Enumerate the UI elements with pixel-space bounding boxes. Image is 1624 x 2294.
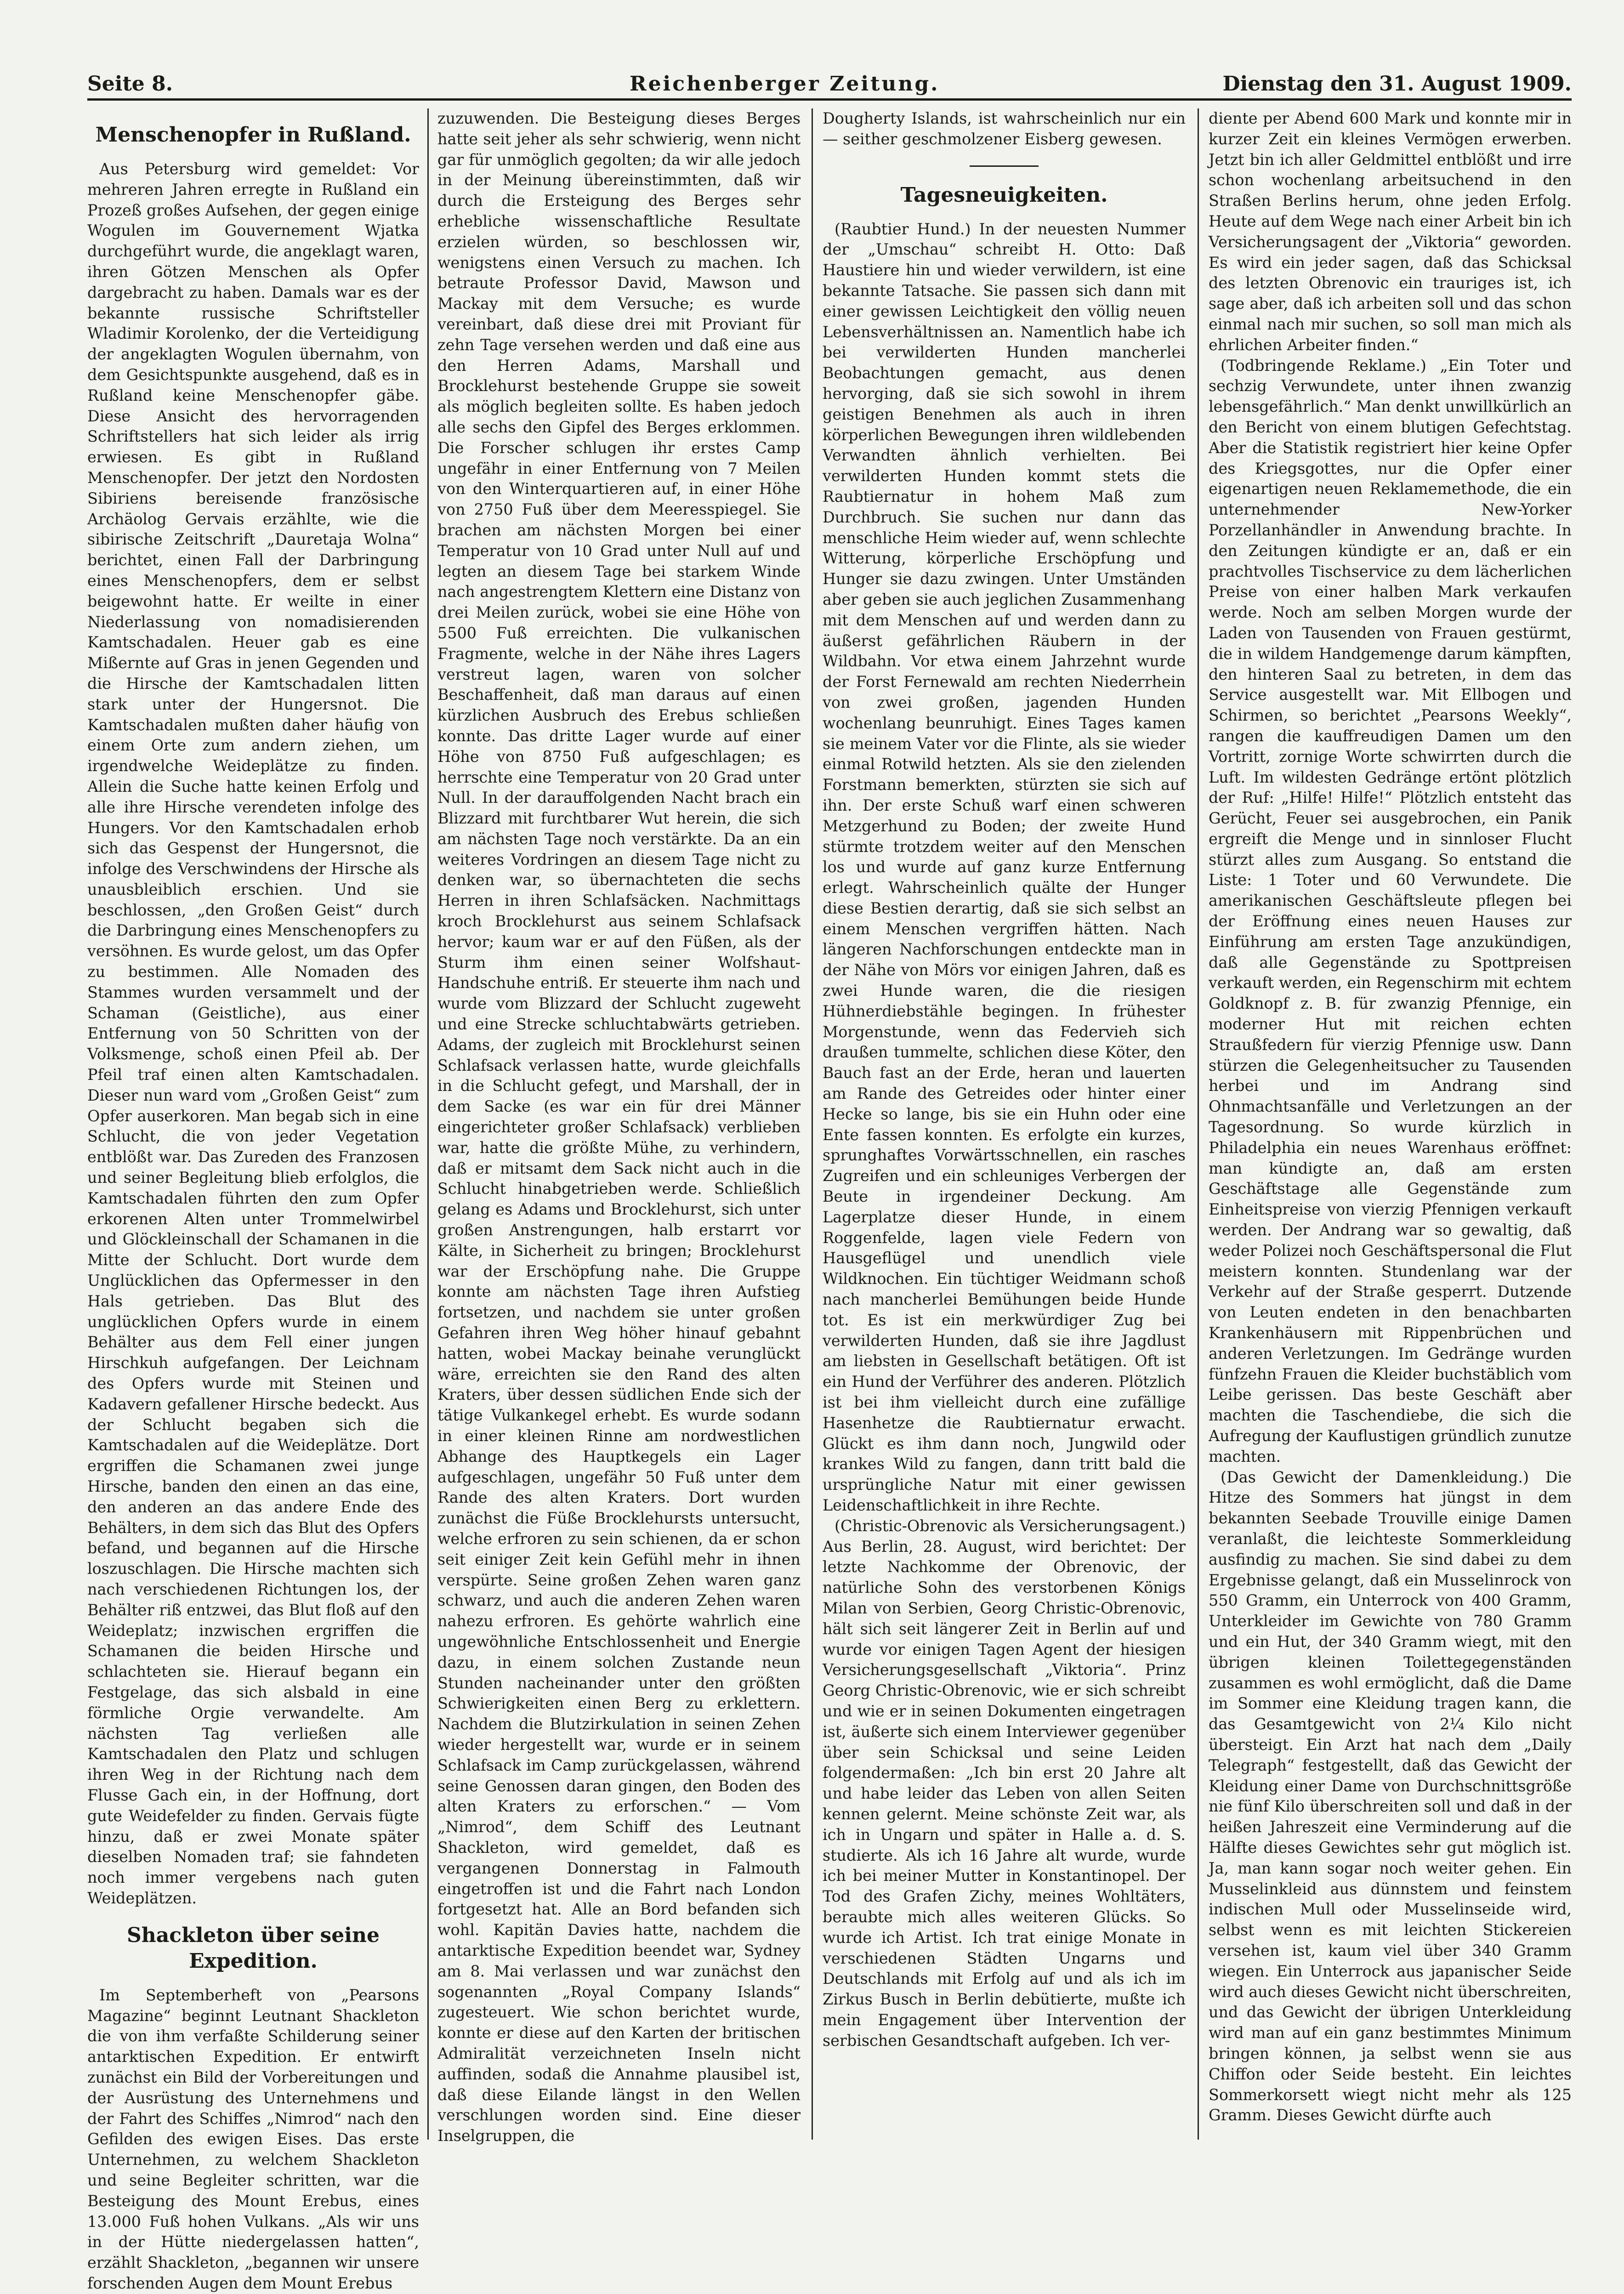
section-separator <box>970 165 1039 167</box>
article-headline: Shackleton über seine Expedition. <box>127 1923 380 1973</box>
article-paragraph: (Todbringende Reklame.) „Ein Toter und sechzig Verwundete, unter ihnen zwanzig lebensgefährlich.“ Man denkt unwillkürlich an den Bericht von einem blutigen Gefechtstag. Aber die Statistik registriert hier keine Opfer des Kriegsgottes, nur die Opfer einer eigenartigen neuen Reklamemethode, die ein unternehmender New-Yorker Porzellanhändler in Anwendung brachte. In den Zeitungen kündigte er an, daß er ein prachtvolles Tischservice zu dem lächerlichen Preise von einer halben Mark verkaufen werde. Noch am selben Morgen wurde der Laden von Tausenden von Frauen gestürmt, die in wildem Handgemenge darum kämpften, den hinteren Saal zu betreten, in dem das Service ausgestellt war. Mit Ellbogen und Schirmen, so berichtet „Pearsons Weekly“, rangen die kauffreudigen Damen um den Vortritt, zornige Worte schwirrten durch die Luft. Im wildesten Gedränge ertönt plötzlich der Ruf: „Hilfe! Hilfe!“ Plötzlich entsteht das Gerücht, Feuer sei ausgebrochen, ein Panik ergreift die Menge und in sinnloser Flucht stürzt alles zum Ausgang. So entstand die Liste: 1 Toter und 60 Verwundete. Die amerikanischen Geschäftsleute pflegen bei der Eröffnung eines neuen Hauses zur Einführung am ersten Tage anzukündigen, daß alle Gegenstände zu Spottpreisen verkauft werden, ein Regenschirm mit echtem Goldknopf z. B. für zwanzig Pfennige, ein moderner Hut mit reichen echten Straußfedern für vierzig Pfennige usw. Dann stürzen die Gelegenheitsucher zu Tausenden herbei und im Andrang sind Ohnmachtsanfälle und Verletzungen an der Tagesordnung. So wurde kürzlich in Philadelphia ein neues Warenhaus eröffnet: man kündigte an, daß am ersten Geschäftstage alle Gegenstände zum Einheitspreise von vierzig Pfennigen verkauft werden. Der Andrang war so gewaltig, daß weder Polizei noch Geschäftspersonal die Flut meistern konnten. Stundenlang war der Verkehr auf der Straße gesperrt. Dutzende von Leuten endeten in den benachbarten Krankenhäusern mit Rippenbrüchen und anderen Verletzungen. Im Gedränge wurden fünfzehn Frauen die Kleider buchstäblich vom Leibe gerissen. Das beste Geschäft aber machten die Taschendiebe, die sich die Aufregung der Kauflustigen gründlich zunutze machten. <box>1209 356 1572 1465</box>
article-paragraph: Dougherty Islands, ist wahrscheinlich nur ein — seither geschmolzener Eisberg gewesen. <box>823 109 1186 148</box>
column-2 <box>437 108 801 2145</box>
article-paragraph: Aus Petersburg wird gemeldet: Vor mehreren Jahren erregte in Rußland ein Prozeß großes Aufsehen, der gegen einige Wogulen im Gouvernement Wjatka durchgeführt wurde, die angeklagt waren, ihren Götzen Menschen als Opfer dargebracht zu haben. Damals war es der bekannte russische Schriftsteller Wladimir Korolenko, der die Verteidigung der angeklagten Wogulen übernahm, von dem Gesichtspunkte ausgehend, daß es in Rußland keine Menschenopfer gäbe. Diese Ansicht des hervorragenden Schriftstellers hat sich leider als irrig erwiesen. Es gibt in Rußland Menschenopfer. Der jetzt den Nordosten Sibiriens bereisende französische Archäolog Gervais erzählte, wie die sibirische Zeitschrift „Dauretaja Wolna“ berichtet, einen Fall der Darbringung eines Menschenopfers, dem er selbst beigewohnt hatte. Er weilte in einer Niederlassung von nomadisierenden Kamtschadalen. Heuer gab es eine Mißernte auf Gras in jenen Gegenden und die Hirsche der Kamtschadalen litten stark unter der Hungersnot. Die Kamtschadalen mußten daher häufig von einem Orte zum andern ziehen, um irgendwelche Weideplätze zu finden. Allein die Suche hatte keinen Erfolg und alle ihre Hirsche verendeten infolge des Hungers. Vor den Kamtschadalen erhob sich das Gespenst der Hungersnot, die infolge des Verschwindens der Hirsche als unausbleiblich erschien. Und sie beschlossen, „den Großen Geist“ durch die Darbringung eines Menschenopfers zu versöhnen. Es wurde gelost, um das Opfer zu bestimmen. Alle Nomaden des Stammes wurden versammelt und der Schaman (Geistliche), aus einer Entfernung von 50 Schritten von der Volksmenge, schoß einen Pfeil ab. Der Pfeil traf einen alten Kamtschadalen. Dieser nun ward vom „Großen Geist“ zum Opfer auserkoren. Man begab sich in eine Schlucht, die von jeder Vegetation entblößt war. Das Zureden des Franzosen und seiner Begleitung blieb erfolglos, die Kamtschadalen führten den zum Opfer erkorenen Alten unter Trommelwirbel und Glöckleinschall der Schamanen in die Mitte der Schlucht. Dort wurde dem Unglücklichen das Opfermesser in den Hals getrieben. Das Blut des unglücklichen Opfers wurde in einem Behälter aus dem Fell einer jungen Hirschkuh aufgefangen. Der Leichnam des Opfers wurde mit Steinen und Kadavern gefallener Hirsche bedeckt. Aus der Schlucht begaben sich die Kamtschadalen auf die Weideplätze. Dort ergriffen die Schamanen zwei junge Hirsche, banden den einen an das eine, den anderen an das andere Ende des Behälters, in dem sich das Blut des Opfers befand, und begannen auf die Hirsche loszuschlagen. Die Hirsche machten sich nach verschiedenen Richtungen los, der Behälter riß entzwei, das Blut floß auf den Weideplatz; inzwischen ergriffen die Schamanen die beiden Hirsche und schlachteten sie. Hierauf begann ein Festgelage, das sich alsbald in eine förmliche Orgie verwandelte. Am nächsten Tag verließen alle Kamtschadalen den Platz und schlugen ihren Weg in der Richtung nach dem Flusse Gach ein, in der Hoffnung, dort gute Weidefelder zu finden. Gervais fügte hinzu, daß er zwei Monate später dieselben Nomaden traf; sie fahndeten noch immer vergebens nach guten Weideplätzen. <box>87 160 419 1907</box>
column-divider <box>1198 108 1199 2140</box>
article-paragraph: Im Septemberheft von „Pearsons Magazine“ beginnt Leutnant Shackleton die von ihm verfaßte Schilderung seiner antarktischen Expedition. Er entwirft zunächst ein Bild der Vorbereitungen und der Ausrüstung des Unternehmens und der Fahrt des Schiffes „Nimrod“ nach den Gefilden des ewigen Eises. Das erste Unternehmen, zu welchem Shackleton und seine Begleiter schritten, war die Besteigung des Mount Erebus, eines 13.000 Fuß hohen Vulkans. „Als wir uns in der Hütte niedergelassen hatten“, erzählt Shackleton, „begannen wir unsere forschenden Augen dem Mount Erebus <box>87 1986 419 2292</box>
article-paragraph: diente per Abend 600 Mark und konnte mir in kurzer Zeit ein kleines Vermögen erwerben. Jetzt bin ich aller Geldmittel entblößt und irre schon wochenlang arbeitsuchend in den Straßen Berlins herum, ohne jeden Erfolg. Heute auf dem Wege nach einer Arbeit bin ich Versicherungsagent der „Viktoria“ geworden. Es wird ein jeder sagen, daß das Schicksal des letzten Obrenovic ein trauriges ist, ich sage aber, daß ich arbeiten soll und das schon einmal nach mir suchen, so soll man mich als ehrlichen Arbeiter finden.“ <box>1209 109 1572 354</box>
column-4 <box>1209 108 1572 2140</box>
page-header <box>87 69 1572 101</box>
article-paragraph: (Christic-Obrenovic als Versicherungsagent.) Aus Berlin, 28. August, wird berichtet: Der letzte Nachkomme der Obrenovic, der natürliche Sohn des verstorbenen Königs Milan von Serbien, Georg Christic-Obrenovic, hält sich seit längerer Zeit in Berlin auf und wurde vor einigen Tagen Agent der hiesigen Versicherungsgesellschaft „Viktoria“. Prinz Georg Christic-Obrenovic, wie er sich schreibt und wie er in seinen Dokumenten eingetragen ist, äußerte sich einem Interviewer gegenüber über sein Schicksal und seine Leiden folgendermaßen: „Ich bin erst 20 Jahre alt und habe leider das Leben von allen Seiten kennen gelernt. Meine schönste Zeit war, als ich in Ungarn und später in Halle a. d. S. studierte. Als ich 16 Jahre alt wurde, wurde ich bei meiner Mutter in Konstantinopel. Der Tod des Grafen Zichy, meines Wohltäters, beraubte mich alles weiteren Glücks. So wurde ich Artist. Ich trat einige Monate in verschiedenen Städten Ungarns und Deutschlands mit Erfolg auf und als ich im Zirkus Busch in Berlin debütierte, mußte ich mein Engagement über Intervention der serbischen Gesandtschaft aufgeben. Ich ver- <box>823 1516 1186 2050</box>
issue-date: Dienstag den 31. August 1909. <box>1222 72 1572 96</box>
newspaper-title: Reichenberger Zeitung. <box>630 72 940 96</box>
article-paragraph: (Das Gewicht der Damenkleidung.) Die Hitze des Sommers hat jüngst in dem bekannten Seebade Trouville einige Damen veranlaßt, die leichteste Sommerkleidung ausfindig zu machen. Sie sind dabei zu dem Ergebnisse gelangt, daß ein Musselinrock von 550 Gramm, ein Unterrock von 400 Gramm, Unterkleider im Gewichte von 780 Gramm und ein Hut, der 340 Gramm wiegt, mit den übrigen kleinen Toilettegegenständen zusammen es wohl ermöglicht, daß die Dame im Sommer eine Kleidung tragen kann, die das Gesamtgewicht von 2¼ Kilo nicht übersteigt. Ein Arzt hat nach dem „Daily Telegraph“ festgestellt, daß das Gewicht der Kleidung einer Dame von Durchschnittsgröße nie fünf Kilo überschreiten soll und daß in der heißen Jahreszeit eine Verminderung auf die Hälfte dieses Gewichtes sehr gut möglich ist. Ja, man kann sogar noch weiter gehen. Ein Musselinkleid aus dünnstem und feinstem indischen Mull oder Musselinseide wird, selbst wenn es mit leichten Stickereien versehen ist, kaum viel über 340 Gramm wiegen. Ein Unterrock aus japanischer Seide wird auch dieses Gewicht nicht überschreiten, und das Gewicht der übrigen Unterkleidung wird man auf ein ganz bestimmtes Minimum bringen können, ja selbst wenn sie aus Chiffon oder Seide besteht. Ein leichtes Sommerkorsett wiegt nicht mehr als 125 Gramm. Dieses Gewicht dürfte auch <box>1209 1468 1572 2124</box>
article-headline: Tagesneuigkeiten. <box>900 183 1108 207</box>
article-paragraph: (Raubtier Hund.) In der neuesten Nummer der „Umschau“ schreibt H. Otto: Daß Haustiere hin und wieder verwildern, ist eine bekannte Tatsache. Sie passen sich dann mit einer gewissen Leichtigkeit den völlig neuen Lebensverhältnissen an. Namentlich habe ich bei verwilderten Hunden mancherlei Beobachtungen gemacht, aus denen hervorging, daß sie sich sowohl in ihrem geistigen Benehmen als auch in ihren körperlichen Bewegungen ihren wildlebenden Verwandten ähnlich verhielten. Bei verwilderten Hunden kommt stets die Raubtiernatur in hohem Maß zum Durchbruch. Sie suchen nur dann das menschliche Heim wieder auf, wenn schlechte Witterung, körperliche Erschöpfung und Hunger sie dazu zwingen. Unter Umständen aber geben sie auch jeglichen Zusammenhang mit dem Menschen auf und werden dann zu äußerst gefährlichen Räubern in der Wildbahn. Vor etwa einem Jahrzehnt wurde der Forst Fernewald am rechten Niederrhein von zwei großen, jagenden Hunden wochenlang beunruhigt. Eines Tages kamen sie meinem Vater vor die Flinte, als sie wieder einmal Rotwild hetzten. Als sie den zielenden Forstmann bemerkten, stürzten sie sich auf ihn. Der erste Schuß warf einen schweren Metzgerhund zu Boden; der zweite Hund stürmte trotzdem weiter auf den Menschen los und wurde auf ganz kurze Entfernung erlegt. Wahrscheinlich quälte der Hunger diese Bestien derartig, daß sie sich selbst an einem Menschen vergriffen hätten. Nach längeren Nachforschungen entdeckte man in der Nähe von Mörs vor einigen Jahren, daß es zwei Hunde waren, die die riesigen Hühnerdiebstähle begingen. In frühester Morgenstunde, wenn das Federvieh sich draußen tummelte, schlichen diese Köter, den Bauch fast an der Erde, heran und lauerten am Rande des Getreides oder hinter einer Hecke so lange, bis sie ein Huhn oder eine Ente fassen konnten. Es erfolgte ein kurzes, sprunghaftes Vorwärtsschnellen, ein rasches Zugreifen und ein schleuniges Verbergen der Beute in irgendeiner Deckung. Am Lagerplatze dieser Hunde, in einem Roggenfelde, lagen viele Federn von Hausgeflügel und unendlich viele Wildknochen. Ein tüchtiger Weidmann schoß nach mancherlei Bemühungen beide Hunde tot. Es ist ein merkwürdiger Zug bei verwilderten Hunden, daß sie ihre Jagdlust am liebsten in Gesellschaft betätigen. Oft ist ein Hund der Verführer des anderen. Plötzlich ist bei ihm vielleicht durch eine zufällige Hasenhetze die Raubtiernatur erwacht. Glückt es ihm dann noch, Jungwild oder krankes Wild zu fangen, dann tritt bald die ursprüngliche Natur mit einer gewissen Leidenschaftlichkeit in ihre Rechte. <box>823 220 1186 1514</box>
page-number: Seite 8. <box>87 72 173 96</box>
column-divider <box>812 108 813 2140</box>
article-paragraph: zuzuwenden. Die Besteigung dieses Berges hatte seit jeher als sehr schwierig, wenn nicht gar für unmöglich gegolten; da wir alle jedoch in der Meinung übereinstimmten, daß wir durch die Ersteigung des Berges sehr erhebliche wissenschaftliche Resultate erzielen würden, so beschlossen wir, wenigstens einen Versuch zu machen. Ich betraute Professor David, Mawson und Mackay mit dem Versuche; es wurde vereinbart, daß diese drei mit Proviant für zehn Tage versehen werden und daß eine aus den Herren Adams, Marshall und Brocklehurst bestehende Gruppe sie soweit als möglich begleiten sollte. Es haben jedoch alle sechs den Gipfel des Berges erklommen. Die Forscher schlugen ihr erstes Camp ungefähr in einer Entfernung von 7 Meilen von den Winterquartieren auf, in einer Höhe von 2750 Fuß über dem Meeresspiegel. Sie brachen am nächsten Morgen bei einer Temperatur von 10 Grad unter Null auf und legten an diesem Tage bei starkem Winde nach angestrengtem Klettern eine Distanz von drei Meilen zurück, wobei sie eine Höhe von 5500 Fuß erreichten. Die vulkanischen Fragmente, welche in der Nähe ihres Lagers verstreut lagen, waren von solcher Beschaffenheit, daß man daraus auf einen kürzlichen Ausbruch des Erebus schließen konnte. Das dritte Lager wurde auf einer Höhe von 8750 Fuß aufgeschlagen; es herrschte eine Temperatur von 20 Grad unter Null. In der darauffolgenden Nacht brach ein Blizzard mit furchtbarer Wut herein, die sich am nächsten Tage noch verstärkte. Da an ein weiteres Vordringen an diesem Tage nicht zu denken war, so übernachteten die sechs Herren in ihren Schlafsäcken. Nachmittags kroch Brocklehurst aus seinem Schlafsack hervor; kaum war er auf den Füßen, als der Sturm ihm einen seiner Wolfshaut-Handschuhe entriß. Er steuerte ihm nach und wurde vom Blizzard der Schlucht zugeweht und eine Strecke schluchtabwärts getrieben. Adams, der zugleich mit Brocklehurst seinen Schlafsack verlassen hatte, wurde gleichfalls in die Schlucht gefegt, und Marshall, der in dem Sacke (es war ein für drei Männer eingerichteter großer Schlafsack) verblieben war, hatte die größte Mühe, zu verhindern, daß er mitsamt dem Sack nicht auch in die Schlucht hinabgetrieben werde. Schließlich gelang es Adams und Brocklehurst, sich unter großen Anstrengungen, halb erstarrt vor Kälte, in Sicherheit zu bringen; Brocklehurst war der Erschöpfung nahe. Die Gruppe konnte am nächsten Tage ihren Aufstieg fortsetzen, und nachdem sie unter großen Gefahren ihren Weg höher hinauf gebahnt hatten, wobei Mackay beinahe verunglückt wäre, erreichten sie den Rand des alten Kraters, über dessen südlichen Ende sich der tätige Vulkankegel erhebt. Es wurde sodann in einer kleinen Rinne am nordwestlichen Abhange des Hauptkegels ein Lager aufgeschlagen, ungefähr 50 Fuß unter dem Rande des alten Kraters. Dort wurden zunächst die Füße Brocklehursts untersucht, welche erfroren zu sein schienen, da er schon seit einiger Zeit kein Gefühl mehr in ihnen verspürte. Seine großen Zehen waren ganz schwarz, und auch die anderen Zehen waren nahezu erfroren. Es gehörte wahrlich eine ungewöhnliche Entschlossenheit und Energie dazu, in einem solchen Zustande neun Stunden nacheinander unter den größten Schwierigkeiten einen Berg zu erklettern. Nachdem die Blutzirkulation in seinen Zehen wieder hergestellt war, wurde er in seinem Schlafsack im Camp zurückgelassen, während seine Genossen daran gingen, den Boden des alten Kraters zu erforschen.“ — Vom „Nimrod“, dem Schiff des Leutnant Shackleton, wird gemeldet, daß es vergangenen Donnerstag in Falmouth eingetroffen ist und die Fahrt nach London fortgesetzt hat. Alle an Bord befanden sich wohl. Kapitän Davies hatte, nachdem die antarktische Expedition beendet war, Sydney am 8. Mai verlassen und war zunächst den sogenannten „Royal Company Islands“ zugesteuert. Wie schon berichtet wurde, konnte er diese auf den Karten der britischen Admiralität verzeichneten Inseln nicht auffinden, sodaß die Annahme plausibel ist, daß diese Eilande längst in den Wellen verschlungen worden sind. Eine dieser Inselgruppen, die <box>437 109 801 2145</box>
article-headline: Menschenopfer in Rußland. <box>95 123 411 147</box>
column-3 <box>823 108 1186 2140</box>
column-1 <box>87 108 419 2292</box>
column-divider <box>427 108 429 2140</box>
